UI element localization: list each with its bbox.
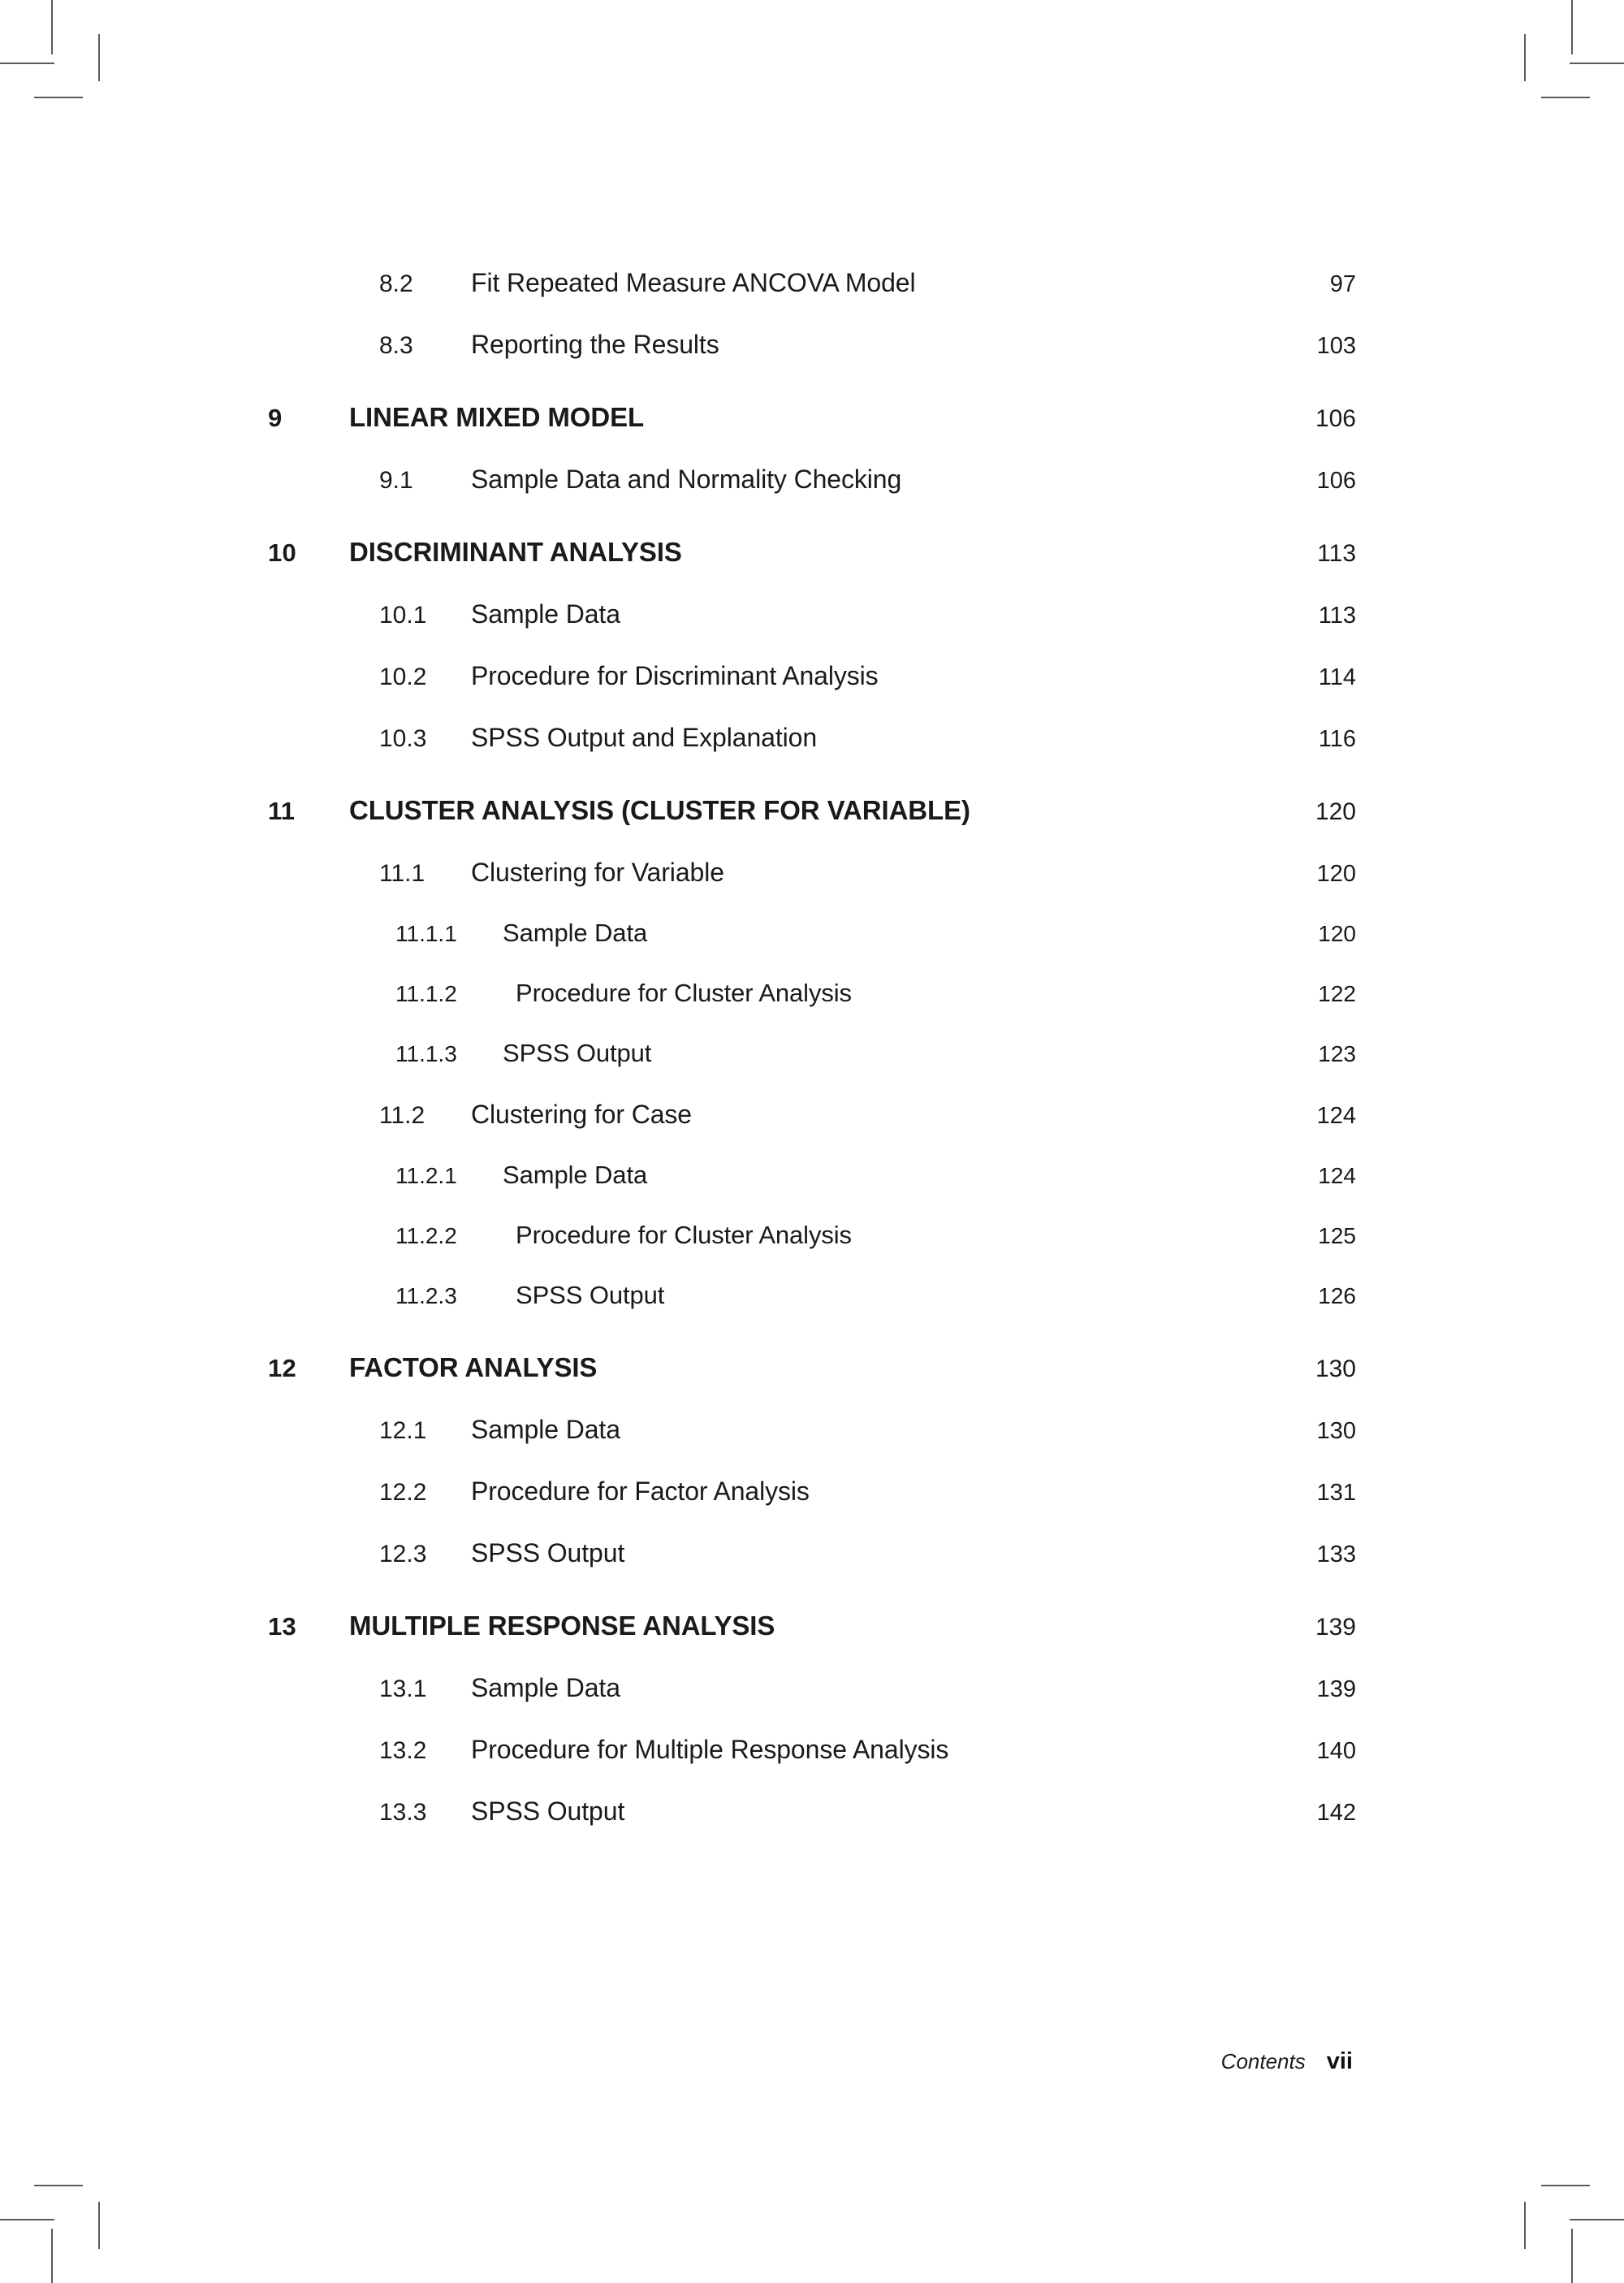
toc-entry-number: 12.2	[379, 1479, 427, 1506]
toc-entry-row[interactable]	[268, 723, 1356, 753]
toc-entry-number: 8.2	[379, 270, 413, 297]
top-left-bleed-horizontal	[34, 97, 83, 98]
toc-entry-row[interactable]	[268, 661, 1356, 691]
toc-entry-number: 9	[268, 404, 283, 432]
toc-entry-number: 13.3	[379, 1799, 427, 1826]
toc-entry-title: Sample Data and Normality Checking	[471, 465, 902, 494]
toc-entry-row[interactable]	[268, 599, 1356, 629]
toc-entry-title: MULTIPLE RESPONSE ANALYSIS	[349, 1611, 775, 1641]
toc-entry-row[interactable]	[268, 979, 1356, 1008]
bottom-left-bleed-horizontal	[34, 2185, 83, 2186]
toc-entry-page-number: 133	[1316, 1541, 1356, 1567]
toc-entry-page-number: 120	[1315, 798, 1356, 825]
toc-entry-page-number: 124	[1318, 1163, 1356, 1188]
footer-section-label: Contents	[1220, 2049, 1306, 2073]
toc-entry-row[interactable]	[268, 1673, 1356, 1703]
toc-entry-title: CLUSTER ANALYSIS (CLUSTER FOR VARIABLE)	[349, 795, 970, 825]
toc-entry-title: SPSS Output	[503, 1039, 652, 1067]
toc-entry-row[interactable]	[268, 465, 1356, 495]
toc-entry-number: 12	[268, 1354, 296, 1382]
top-right-trim-vertical	[1571, 0, 1573, 54]
toc-entry-page-number: 122	[1318, 981, 1356, 1006]
toc-entry-row[interactable]	[268, 858, 1356, 888]
toc-entry-page-number: 130	[1315, 1356, 1356, 1382]
toc-entry-number: 13.2	[379, 1737, 427, 1764]
toc-entry-page-number: 139	[1315, 1614, 1356, 1641]
toc-entry-page-number: 106	[1315, 405, 1356, 432]
toc-entry-page-number: 113	[1317, 540, 1356, 567]
toc-entry-title: Reporting the Results	[471, 330, 719, 359]
footer-page-number: vii	[1326, 2048, 1353, 2074]
toc-entry-title: SPSS Output and Explanation	[471, 723, 818, 752]
toc-entry-row[interactable]	[268, 1735, 1356, 1765]
toc-entry-number: 13.1	[379, 1675, 427, 1702]
toc-entry-number: 11	[268, 797, 296, 825]
toc-entry-title: Sample Data	[471, 599, 620, 629]
toc-entry-title: Procedure for Cluster Analysis	[516, 979, 852, 1007]
toc-entry-page-number: 103	[1316, 333, 1356, 359]
toc-entry-number: 11.1	[379, 860, 425, 887]
toc-entry-title: SPSS Output	[471, 1538, 625, 1567]
toc-chapter-row[interactable]	[268, 1352, 1356, 1383]
toc-entry-page-number: 97	[1329, 271, 1356, 297]
toc-entry-row[interactable]	[268, 330, 1356, 360]
toc-entry-row[interactable]	[268, 1039, 1356, 1068]
toc-entry-number: 10.3	[379, 725, 427, 752]
toc-entry-page-number: 106	[1316, 468, 1356, 494]
toc-entry-title: SPSS Output	[471, 1797, 625, 1826]
toc-entry-row[interactable]	[268, 1100, 1356, 1130]
toc-entry-title: Procedure for Factor Analysis	[471, 1477, 810, 1506]
toc-entry-title: Sample Data	[503, 1161, 648, 1189]
top-right-trim-horizontal	[1570, 63, 1624, 64]
toc-entry-row[interactable]	[268, 1538, 1356, 1568]
bottom-right-bleed-horizontal	[1541, 2185, 1590, 2186]
bottom-right-trim-vertical	[1571, 2229, 1573, 2283]
toc-entry-number: 9.1	[379, 467, 413, 494]
toc-entry-number: 12.3	[379, 1541, 427, 1567]
toc-entry-number: 11.2.3	[395, 1283, 457, 1308]
toc-chapter-row[interactable]	[268, 795, 1356, 826]
toc-entry-page-number: 120	[1316, 861, 1356, 887]
toc-chapter-row[interactable]	[268, 537, 1356, 568]
toc-entry-title: Fit Repeated Measure ANCOVA Model	[471, 268, 916, 297]
toc-entry-number: 11.1.3	[395, 1041, 457, 1066]
toc-entry-number: 13	[268, 1612, 296, 1641]
toc-entry-number: 11.2	[379, 1102, 425, 1129]
toc-entry-page-number: 142	[1316, 1800, 1356, 1826]
toc-entry-row[interactable]	[268, 1477, 1356, 1507]
toc-chapter-row[interactable]	[268, 402, 1356, 433]
toc-entry-number: 10.2	[379, 664, 427, 690]
toc-entry-page-number: 131	[1316, 1480, 1356, 1506]
toc-entry-page-number: 116	[1318, 726, 1356, 752]
toc-entry-page-number: 114	[1318, 664, 1356, 690]
toc-entry-row[interactable]	[268, 1161, 1356, 1190]
toc-entry-title: Procedure for Multiple Response Analysis	[471, 1735, 949, 1764]
bottom-right-trim-horizontal	[1570, 2219, 1624, 2220]
toc-entry-row[interactable]	[268, 1281, 1356, 1310]
toc-entry-number: 11.1.1	[395, 921, 457, 946]
toc-entry-number: 11.1.2	[395, 981, 457, 1006]
toc-entry-page-number: 139	[1316, 1676, 1356, 1702]
toc-entry-page-number: 126	[1318, 1283, 1356, 1308]
page-footer	[1221, 2048, 1353, 2075]
toc-entry-title: Clustering for Case	[471, 1100, 692, 1129]
toc-entry-row[interactable]	[268, 1415, 1356, 1445]
toc-entry-title: Clustering for Variable	[471, 858, 724, 887]
toc-entry-page-number: 120	[1318, 921, 1356, 946]
toc-entry-title: Sample Data	[471, 1673, 620, 1702]
toc-entry-title: Sample Data	[471, 1415, 620, 1444]
toc-entry-number: 11.2.2	[395, 1223, 457, 1248]
toc-entry-title: FACTOR ANALYSIS	[349, 1352, 598, 1382]
toc-entry-page-number: 123	[1318, 1041, 1356, 1066]
toc-entry-row[interactable]	[268, 1797, 1356, 1827]
toc-entry-page-number: 124	[1316, 1103, 1356, 1129]
bottom-left-trim-vertical	[51, 2229, 53, 2283]
toc-entry-page-number: 113	[1318, 603, 1356, 629]
toc-entry-row[interactable]	[268, 1221, 1356, 1250]
top-left-trim-horizontal	[0, 63, 54, 64]
toc-entry-number: 11.2.1	[395, 1163, 457, 1188]
toc-entry-title: Sample Data	[503, 919, 648, 947]
toc-entry-title: DISCRIMINANT ANALYSIS	[349, 537, 682, 567]
toc-entry-number: 10.1	[379, 602, 427, 629]
toc-entry-title: Procedure for Discriminant Analysis	[471, 661, 879, 690]
table-of-contents-list	[268, 268, 1356, 1827]
toc-entry-title: Procedure for Cluster Analysis	[516, 1221, 852, 1249]
toc-chapter-row[interactable]	[268, 1611, 1356, 1641]
toc-entry-page-number: 130	[1316, 1418, 1356, 1444]
top-right-bleed-vertical	[1524, 34, 1526, 81]
bottom-right-bleed-vertical	[1524, 2202, 1526, 2249]
toc-entry-row[interactable]	[268, 919, 1356, 948]
top-left-trim-vertical	[51, 0, 53, 54]
toc-entry-number: 10	[268, 538, 296, 567]
bottom-left-bleed-vertical	[98, 2202, 100, 2249]
toc-entry-number: 12.1	[379, 1417, 427, 1444]
toc-entry-page-number: 125	[1318, 1223, 1356, 1248]
top-right-bleed-horizontal	[1541, 97, 1590, 98]
top-left-bleed-vertical	[98, 34, 100, 81]
toc-entry-row[interactable]	[268, 268, 1356, 298]
toc-entry-title: SPSS Output	[516, 1281, 665, 1309]
toc-entry-number: 8.3	[379, 332, 413, 359]
bottom-left-trim-horizontal	[0, 2219, 54, 2220]
toc-entry-page-number: 140	[1316, 1738, 1356, 1764]
toc-entry-title: LINEAR MIXED MODEL	[349, 402, 645, 432]
